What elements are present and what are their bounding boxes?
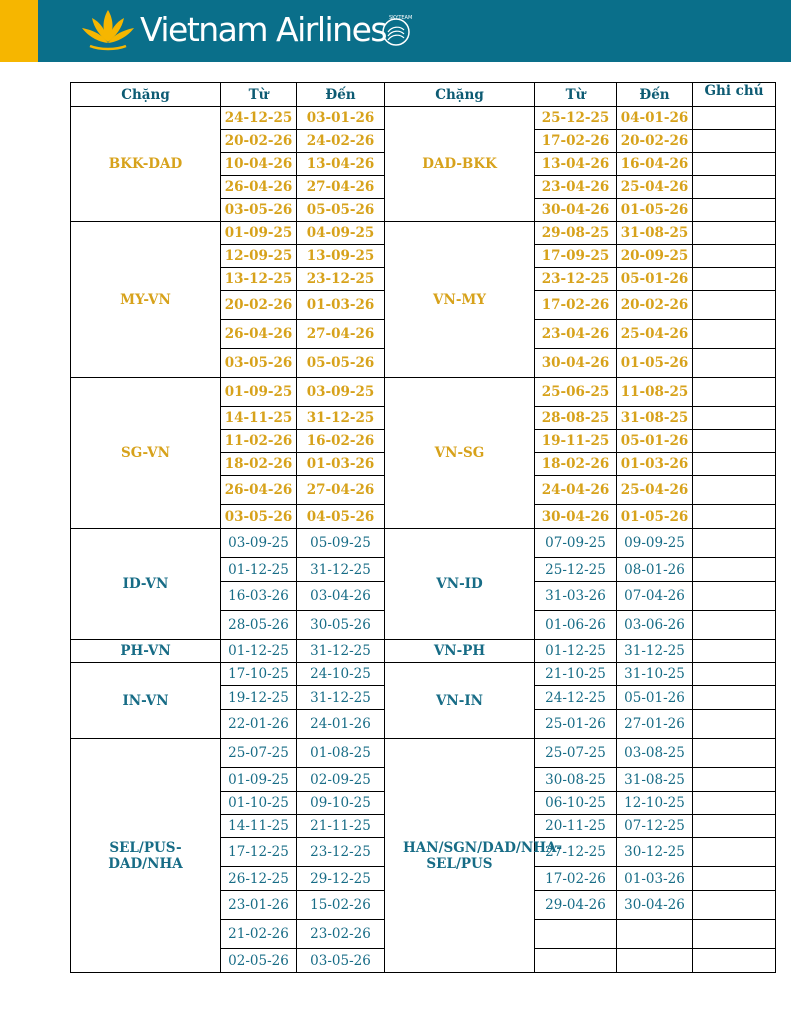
return-to-date: 30-04-26 bbox=[617, 891, 693, 920]
note-cell bbox=[693, 320, 776, 349]
outbound-to-date: 05-09-25 bbox=[297, 529, 385, 558]
outbound-from-date: 23-01-26 bbox=[221, 891, 297, 920]
return-to-date: 20-09-25 bbox=[617, 245, 693, 268]
return-to-date bbox=[617, 920, 693, 949]
note-cell bbox=[693, 663, 776, 686]
outbound-to-date: 16-02-26 bbox=[297, 430, 385, 453]
note-cell bbox=[693, 529, 776, 558]
return-to-date: 20-02-26 bbox=[617, 130, 693, 153]
outbound-from-date: 26-04-26 bbox=[221, 320, 297, 349]
return-to-date: 05-01-26 bbox=[617, 268, 693, 291]
outbound-to-date: 27-04-26 bbox=[297, 320, 385, 349]
route-outbound: ID-VN bbox=[71, 529, 221, 640]
note-cell bbox=[693, 611, 776, 640]
table-row bbox=[71, 640, 776, 663]
note-cell bbox=[693, 378, 776, 407]
outbound-to-date: 15-02-26 bbox=[297, 891, 385, 920]
return-from-date: 17-02-26 bbox=[535, 867, 617, 891]
outbound-to-date: 01-03-26 bbox=[297, 453, 385, 476]
outbound-to-date: 31-12-25 bbox=[297, 686, 385, 710]
outbound-from-date: 20-02-26 bbox=[221, 291, 297, 320]
return-from-date: 27-12-25 bbox=[535, 838, 617, 867]
note-cell bbox=[693, 891, 776, 920]
outbound-to-date: 01-08-25 bbox=[297, 739, 385, 768]
return-from-date: 06-10-25 bbox=[535, 792, 617, 815]
note-cell bbox=[693, 558, 776, 582]
outbound-from-date: 01-09-25 bbox=[221, 378, 297, 407]
outbound-from-date: 14-11-25 bbox=[221, 407, 297, 430]
return-from-date: 30-04-26 bbox=[535, 199, 617, 222]
note-cell bbox=[693, 222, 776, 245]
outbound-to-date: 02-09-25 bbox=[297, 768, 385, 792]
note-cell bbox=[693, 949, 776, 973]
outbound-to-date: 23-02-26 bbox=[297, 920, 385, 949]
outbound-to-date: 31-12-25 bbox=[297, 558, 385, 582]
note-cell bbox=[693, 430, 776, 453]
outbound-from-date: 22-01-26 bbox=[221, 710, 297, 739]
return-to-date: 09-09-25 bbox=[617, 529, 693, 558]
outbound-from-date: 21-02-26 bbox=[221, 920, 297, 949]
note-cell bbox=[693, 407, 776, 430]
return-to-date: 05-01-26 bbox=[617, 686, 693, 710]
header-from-out: Từ bbox=[221, 83, 297, 107]
outbound-from-date: 19-12-25 bbox=[221, 686, 297, 710]
brand-name: Vietnam Airlines bbox=[140, 10, 387, 49]
outbound-to-date: 24-01-26 bbox=[297, 710, 385, 739]
gold-accent-bar bbox=[0, 0, 38, 62]
return-to-date: 01-05-26 bbox=[617, 505, 693, 529]
note-cell bbox=[693, 107, 776, 130]
table-row bbox=[71, 739, 776, 768]
note-cell bbox=[693, 453, 776, 476]
return-to-date: 31-10-25 bbox=[617, 663, 693, 686]
note-cell bbox=[693, 582, 776, 611]
return-from-date: 17-09-25 bbox=[535, 245, 617, 268]
return-to-date: 01-03-26 bbox=[617, 453, 693, 476]
table-row bbox=[71, 663, 776, 686]
outbound-to-date: 04-05-26 bbox=[297, 505, 385, 529]
return-from-date: 23-12-25 bbox=[535, 268, 617, 291]
table-row bbox=[71, 378, 776, 407]
return-from-date: 25-12-25 bbox=[535, 558, 617, 582]
return-to-date: 31-12-25 bbox=[617, 640, 693, 663]
return-to-date: 16-04-26 bbox=[617, 153, 693, 176]
table-row bbox=[71, 107, 776, 130]
outbound-to-date: 13-09-25 bbox=[297, 245, 385, 268]
return-to-date: 07-12-25 bbox=[617, 815, 693, 838]
schedule-table bbox=[70, 82, 776, 973]
route-outbound: BKK-DAD bbox=[71, 107, 221, 222]
outbound-from-date: 14-11-25 bbox=[221, 815, 297, 838]
note-cell bbox=[693, 505, 776, 529]
return-to-date: 31-08-25 bbox=[617, 768, 693, 792]
outbound-from-date: 03-05-26 bbox=[221, 505, 297, 529]
table-row bbox=[71, 529, 776, 558]
return-to-date: 25-04-26 bbox=[617, 320, 693, 349]
route-return: VN-PH bbox=[385, 640, 535, 663]
return-from-date: 24-12-25 bbox=[535, 686, 617, 710]
outbound-to-date: 13-04-26 bbox=[297, 153, 385, 176]
route-return: HAN/SGN/DAD/NHA-SEL/PUS bbox=[385, 739, 535, 973]
return-to-date: 01-05-26 bbox=[617, 349, 693, 378]
lotus-logo-icon bbox=[78, 6, 138, 54]
route-outbound: SEL/PUS-DAD/NHA bbox=[71, 739, 221, 973]
note-cell bbox=[693, 268, 776, 291]
return-from-date: 23-04-26 bbox=[535, 176, 617, 199]
outbound-from-date: 03-05-26 bbox=[221, 349, 297, 378]
route-outbound: PH-VN bbox=[71, 640, 221, 663]
outbound-from-date: 28-05-26 bbox=[221, 611, 297, 640]
outbound-from-date: 20-02-26 bbox=[221, 130, 297, 153]
outbound-from-date: 01-12-25 bbox=[221, 558, 297, 582]
note-cell bbox=[693, 686, 776, 710]
outbound-from-date: 17-10-25 bbox=[221, 663, 297, 686]
return-from-date: 13-04-26 bbox=[535, 153, 617, 176]
note-cell bbox=[693, 176, 776, 199]
return-to-date: 31-08-25 bbox=[617, 407, 693, 430]
header-bar bbox=[0, 0, 791, 62]
route-outbound: SG-VN bbox=[71, 378, 221, 529]
header-note: Ghi chú bbox=[693, 83, 776, 107]
outbound-from-date: 01-12-25 bbox=[221, 640, 297, 663]
outbound-from-date: 18-02-26 bbox=[221, 453, 297, 476]
outbound-to-date: 23-12-25 bbox=[297, 268, 385, 291]
route-outbound: IN-VN bbox=[71, 663, 221, 739]
return-from-date: 17-02-26 bbox=[535, 130, 617, 153]
return-from-date: 01-06-26 bbox=[535, 611, 617, 640]
outbound-to-date: 03-09-25 bbox=[297, 378, 385, 407]
return-from-date bbox=[535, 949, 617, 973]
header-to-return: Đến bbox=[617, 83, 693, 107]
return-to-date: 01-05-26 bbox=[617, 199, 693, 222]
return-from-date: 31-03-26 bbox=[535, 582, 617, 611]
table-row bbox=[71, 222, 776, 245]
note-cell bbox=[693, 710, 776, 739]
note-cell bbox=[693, 815, 776, 838]
return-to-date: 25-04-26 bbox=[617, 476, 693, 505]
outbound-to-date: 23-12-25 bbox=[297, 838, 385, 867]
return-to-date: 11-08-25 bbox=[617, 378, 693, 407]
note-cell bbox=[693, 867, 776, 891]
note-cell bbox=[693, 792, 776, 815]
return-from-date: 28-08-25 bbox=[535, 407, 617, 430]
return-from-date: 25-01-26 bbox=[535, 710, 617, 739]
return-to-date: 05-01-26 bbox=[617, 430, 693, 453]
outbound-from-date: 24-12-25 bbox=[221, 107, 297, 130]
note-cell bbox=[693, 739, 776, 768]
outbound-to-date: 03-04-26 bbox=[297, 582, 385, 611]
outbound-to-date: 09-10-25 bbox=[297, 792, 385, 815]
return-from-date: 21-10-25 bbox=[535, 663, 617, 686]
return-from-date: 29-04-26 bbox=[535, 891, 617, 920]
return-from-date: 25-06-25 bbox=[535, 378, 617, 407]
return-to-date: 20-02-26 bbox=[617, 291, 693, 320]
return-to-date: 04-01-26 bbox=[617, 107, 693, 130]
outbound-from-date: 26-04-26 bbox=[221, 176, 297, 199]
outbound-from-date: 25-07-25 bbox=[221, 739, 297, 768]
note-cell bbox=[693, 130, 776, 153]
return-to-date: 07-04-26 bbox=[617, 582, 693, 611]
route-return: VN-ID bbox=[385, 529, 535, 640]
outbound-from-date: 03-09-25 bbox=[221, 529, 297, 558]
header-route-out: Chặng bbox=[71, 83, 221, 107]
return-from-date: 24-04-26 bbox=[535, 476, 617, 505]
return-to-date: 25-04-26 bbox=[617, 176, 693, 199]
route-return: DAD-BKK bbox=[385, 107, 535, 222]
outbound-from-date: 26-12-25 bbox=[221, 867, 297, 891]
outbound-from-date: 16-03-26 bbox=[221, 582, 297, 611]
outbound-from-date: 02-05-26 bbox=[221, 949, 297, 973]
return-to-date bbox=[617, 949, 693, 973]
return-from-date: 30-04-26 bbox=[535, 505, 617, 529]
outbound-to-date: 05-05-26 bbox=[297, 199, 385, 222]
outbound-from-date: 10-04-26 bbox=[221, 153, 297, 176]
return-to-date: 27-01-26 bbox=[617, 710, 693, 739]
return-from-date: 23-04-26 bbox=[535, 320, 617, 349]
return-to-date: 31-08-25 bbox=[617, 222, 693, 245]
note-cell bbox=[693, 245, 776, 268]
return-from-date: 07-09-25 bbox=[535, 529, 617, 558]
route-return: VN-SG bbox=[385, 378, 535, 529]
return-to-date: 03-08-25 bbox=[617, 739, 693, 768]
note-cell bbox=[693, 349, 776, 378]
note-cell bbox=[693, 920, 776, 949]
note-cell bbox=[693, 640, 776, 663]
return-from-date: 25-07-25 bbox=[535, 739, 617, 768]
outbound-from-date: 11-02-26 bbox=[221, 430, 297, 453]
outbound-from-date: 01-09-25 bbox=[221, 768, 297, 792]
outbound-to-date: 05-05-26 bbox=[297, 349, 385, 378]
return-from-date: 30-08-25 bbox=[535, 768, 617, 792]
outbound-from-date: 12-09-25 bbox=[221, 245, 297, 268]
outbound-to-date: 03-01-26 bbox=[297, 107, 385, 130]
note-cell bbox=[693, 199, 776, 222]
outbound-to-date: 29-12-25 bbox=[297, 867, 385, 891]
note-cell bbox=[693, 153, 776, 176]
note-cell bbox=[693, 476, 776, 505]
note-cell bbox=[693, 838, 776, 867]
return-from-date: 19-11-25 bbox=[535, 430, 617, 453]
outbound-to-date: 24-10-25 bbox=[297, 663, 385, 686]
return-from-date: 17-02-26 bbox=[535, 291, 617, 320]
outbound-to-date: 30-05-26 bbox=[297, 611, 385, 640]
table-header-row bbox=[71, 83, 776, 107]
return-from-date: 30-04-26 bbox=[535, 349, 617, 378]
return-to-date: 03-06-26 bbox=[617, 611, 693, 640]
route-return: VN-MY bbox=[385, 222, 535, 378]
note-cell bbox=[693, 291, 776, 320]
outbound-to-date: 01-03-26 bbox=[297, 291, 385, 320]
outbound-to-date: 21-11-25 bbox=[297, 815, 385, 838]
return-from-date: 20-11-25 bbox=[535, 815, 617, 838]
return-from-date: 25-12-25 bbox=[535, 107, 617, 130]
note-cell bbox=[693, 768, 776, 792]
outbound-from-date: 01-10-25 bbox=[221, 792, 297, 815]
outbound-from-date: 17-12-25 bbox=[221, 838, 297, 867]
return-to-date: 08-01-26 bbox=[617, 558, 693, 582]
svg-text:SKYTEAM: SKYTEAM bbox=[389, 15, 413, 21]
outbound-from-date: 13-12-25 bbox=[221, 268, 297, 291]
outbound-to-date: 31-12-25 bbox=[297, 640, 385, 663]
return-from-date: 01-12-25 bbox=[535, 640, 617, 663]
header-to-out: Đến bbox=[297, 83, 385, 107]
outbound-to-date: 27-04-26 bbox=[297, 476, 385, 505]
outbound-to-date: 27-04-26 bbox=[297, 176, 385, 199]
outbound-to-date: 24-02-26 bbox=[297, 130, 385, 153]
return-from-date: 29-08-25 bbox=[535, 222, 617, 245]
outbound-from-date: 01-09-25 bbox=[221, 222, 297, 245]
header-from-return: Từ bbox=[535, 83, 617, 107]
route-return: VN-IN bbox=[385, 663, 535, 739]
return-from-date: 18-02-26 bbox=[535, 453, 617, 476]
route-outbound: MY-VN bbox=[71, 222, 221, 378]
return-to-date: 01-03-26 bbox=[617, 867, 693, 891]
return-from-date bbox=[535, 920, 617, 949]
outbound-to-date: 31-12-25 bbox=[297, 407, 385, 430]
outbound-to-date: 03-05-26 bbox=[297, 949, 385, 973]
return-to-date: 12-10-25 bbox=[617, 792, 693, 815]
outbound-from-date: 26-04-26 bbox=[221, 476, 297, 505]
skyteam-alliance-icon bbox=[376, 12, 414, 50]
outbound-to-date: 04-09-25 bbox=[297, 222, 385, 245]
return-to-date: 30-12-25 bbox=[617, 838, 693, 867]
outbound-from-date: 03-05-26 bbox=[221, 199, 297, 222]
header-route-return: Chặng bbox=[385, 83, 535, 107]
